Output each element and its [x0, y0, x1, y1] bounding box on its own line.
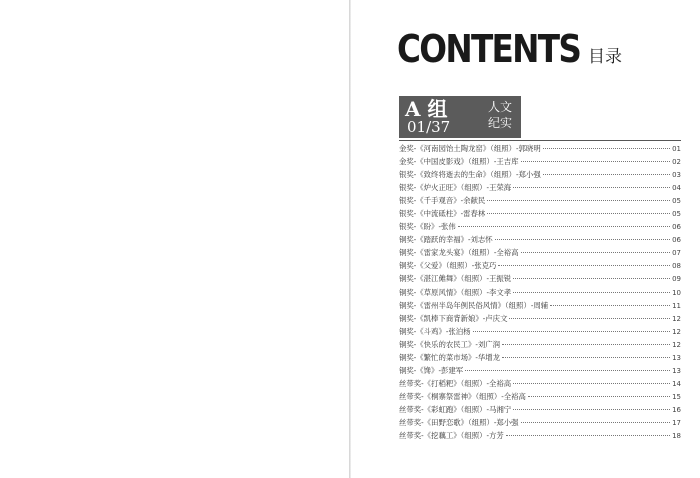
group-category-label — [485, 99, 515, 131]
toc-entry[interactable] — [399, 207, 681, 220]
toc-entry-page: 06 — [672, 236, 681, 245]
toc-entry[interactable] — [399, 351, 681, 364]
toc-entry[interactable] — [399, 325, 681, 338]
toc-leader — [495, 239, 670, 240]
toc-entry-page: 07 — [672, 249, 681, 258]
toc-entry-page: 05 — [672, 210, 681, 219]
toc-leader — [502, 357, 670, 358]
toc-entry-page: 10 — [672, 288, 681, 297]
toc-entry-page: 12 — [672, 314, 681, 323]
toc-entry-page: 16 — [672, 405, 681, 414]
toc-leader — [513, 187, 670, 188]
left-page-blank — [0, 0, 349, 478]
toc-entry-title: 铜奖-《踏跃的幸福》-刘志怀 — [399, 235, 493, 245]
toc-list — [399, 142, 681, 442]
toc-entry[interactable] — [399, 364, 681, 377]
toc-entry-page: 11 — [672, 301, 681, 310]
toc-entry[interactable] — [399, 377, 681, 390]
toc-entry[interactable] — [399, 312, 681, 325]
toc-entry[interactable] — [399, 299, 681, 312]
toc-entry-title: 铜奖-《快乐的农民工》-刘广润 — [399, 339, 501, 349]
toc-entry-page: 03 — [672, 171, 681, 180]
toc-entry-page: 08 — [672, 262, 681, 271]
toc-leader — [528, 396, 670, 397]
toc-entry-title: 丝带奖-《桐寨祭雷神》（组照）-全裕高 — [399, 391, 526, 401]
toc-entry-title: 铜奖-《父爱》（组照）-张克巧 — [399, 261, 497, 271]
toc-entry-title: 铜奖-《斗鸡》-张泊杨 — [399, 326, 471, 336]
toc-leader — [487, 200, 670, 201]
toc-entry[interactable] — [399, 220, 681, 233]
toc-entry[interactable] — [399, 168, 681, 181]
toc-entry-page: 12 — [672, 327, 681, 336]
toc-entry[interactable] — [399, 181, 681, 194]
toc-entry-title: 银奖-《千手观音》-余献民 — [399, 196, 486, 206]
contents-heading — [397, 27, 622, 71]
toc-entry-page: 18 — [672, 432, 681, 441]
toc-entry[interactable] — [399, 286, 681, 299]
toc-leader — [487, 213, 670, 214]
toc-entry-page: 05 — [672, 197, 681, 206]
toc-leader — [465, 370, 670, 371]
toc-entry-title: 银奖-《盼》-张伟 — [399, 222, 456, 232]
toc-entry-title: 铜奖-《雷州半岛年例民俗风情》（组照）-周辅 — [399, 300, 549, 310]
toc-leader — [513, 292, 670, 293]
toc-entry-title: 丝带奖-《彩虹跑》（组照）-马湘宁 — [399, 404, 512, 414]
toc-entry[interactable] — [399, 259, 681, 272]
toc-entry-page: 01 — [672, 145, 681, 153]
toc-entry[interactable] — [399, 416, 681, 429]
contents-word: CONTENTS — [397, 27, 581, 71]
toc-entry-title: 丝带奖-《打稻粑》（组照）-全裕高 — [399, 378, 512, 388]
toc-leader — [513, 278, 670, 279]
toc-entry-title: 金奖-《中国皮影戏》（组照）-王吉库 — [399, 157, 519, 167]
right-page-contents — [351, 0, 700, 478]
toc-entry-title: 银奖-《中流砥柱》-雷春林 — [399, 209, 486, 219]
toc-leader — [513, 409, 670, 410]
toc-entry[interactable] — [399, 155, 681, 168]
toc-leader — [521, 252, 671, 253]
toc-entry-page: 09 — [672, 275, 681, 284]
toc-entry-page: 02 — [672, 158, 681, 167]
toc-entry-title: 铜奖-《凯棒下商背新娘》-卢庆文 — [399, 313, 508, 323]
toc-leader — [506, 435, 670, 436]
toc-entry-page: 15 — [672, 392, 681, 401]
toc-entry-title: 铜奖-《草原风情》（组照）-李文孝 — [399, 287, 512, 297]
group-heading-box — [399, 96, 521, 138]
toc-entry[interactable] — [399, 272, 681, 285]
toc-entry[interactable] — [399, 233, 681, 246]
toc-leader — [543, 148, 670, 149]
toc-entry-title: 铜奖-《馋》-彭建军 — [399, 365, 464, 375]
toc-entry-page: 13 — [672, 353, 681, 362]
toc-entry-page: 13 — [672, 366, 681, 375]
toc-entry-title: 丝带奖-《挖藕工》（组照）-方芳 — [399, 431, 504, 441]
toc-entry[interactable] — [399, 390, 681, 403]
toc-entry-page: 17 — [672, 418, 681, 427]
toc-leader — [521, 161, 671, 162]
toc-leader — [550, 305, 670, 306]
toc-entry-title: 银奖-《致终将逝去的生命》（组照）-郑小强 — [399, 170, 541, 180]
toc-entry-page: 04 — [672, 184, 681, 193]
group-range: 01/37 — [407, 118, 451, 136]
toc-entry[interactable] — [399, 142, 681, 155]
toc-entry-title: 铜奖-《湛江傩舞》（组照）-王振锐 — [399, 274, 512, 284]
toc-entry[interactable] — [399, 338, 681, 351]
toc-entry[interactable] — [399, 403, 681, 416]
toc-leader — [509, 318, 670, 319]
toc-entry-page: 06 — [672, 223, 681, 232]
toc-entry[interactable] — [399, 246, 681, 259]
toc-entry-title: 铜奖-《繁忙的菜市场》-华增龙 — [399, 352, 501, 362]
group-category-line1: 人文 — [487, 100, 512, 114]
group-category-line2: 纪实 — [487, 116, 512, 130]
toc-leader — [502, 344, 670, 345]
toc-entry-title: 银奖-《炉火正旺》（组照）-王荣海 — [399, 183, 512, 193]
toc-leader — [458, 226, 670, 227]
toc-divider — [399, 140, 681, 141]
toc-entry[interactable] — [399, 194, 681, 207]
toc-leader — [498, 265, 670, 266]
group-letter: A 组 — [405, 97, 448, 121]
contents-cn-label: 目录 — [587, 47, 622, 67]
toc-leader — [543, 174, 670, 175]
toc-entry-title: 金奖-《河南园饴土陶龙窑》（组照）-郭晓明 — [399, 144, 541, 153]
toc-entry[interactable] — [399, 429, 681, 442]
toc-leader — [521, 422, 671, 423]
toc-entry-title: 丝带奖-《田野恋歌》（组照）-郑小强 — [399, 417, 519, 427]
toc-entry-page: 12 — [672, 340, 681, 349]
toc-leader — [473, 331, 671, 332]
toc-leader — [513, 383, 670, 384]
toc-entry-title: 铜奖-《雷家龙头宴》（组照）-全裕高 — [399, 248, 519, 258]
toc-entry-page: 14 — [672, 379, 681, 388]
